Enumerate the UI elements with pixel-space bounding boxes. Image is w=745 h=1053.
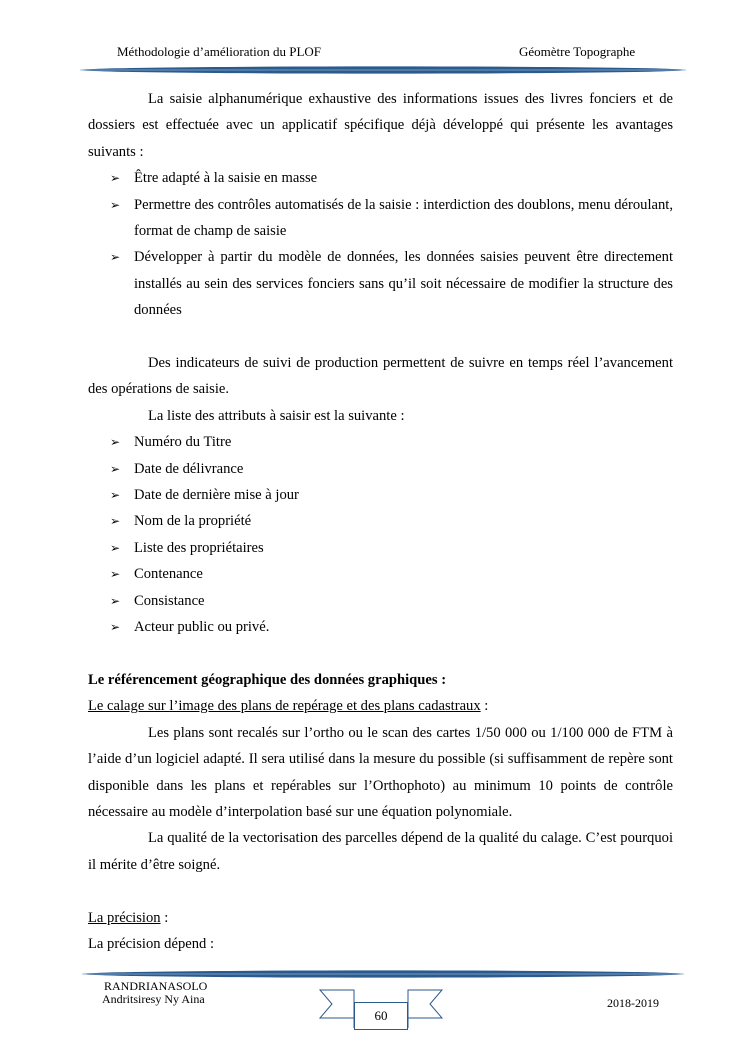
subsection-heading: Le calage sur l’image des plans de repérage et des plans cadastraux :: [88, 698, 489, 715]
footer-year: 2018-2019: [607, 996, 659, 1010]
page-number: 60: [354, 1002, 408, 1030]
arrow-bullet-icon: ➢: [110, 620, 121, 635]
list-item: ➢ Acteur public ou privé.: [88, 614, 673, 640]
list-item: ➢ Nom de la propriété: [88, 508, 673, 534]
arrow-bullet-icon: ➢: [110, 461, 121, 476]
advantages-list: [88, 165, 673, 323]
paragraph-calibration: Les plans sont recalés sur l’ortho ou le scan des cartes 1/50 000 ou 1/100 000 de FTM à l’aide d’un logiciel adapté. Il sera utilisé dans la mesure du possible (si suffisamment de repère sont disponible dans les plans et repérables sur l’Orthophoto) au minimum 10 points de contrôle nécessaire au modèle d’interpolation basé sur une équation polynomiale.: [88, 724, 673, 820]
list-item: ➢ Liste des propriétaires: [88, 535, 673, 561]
list-item: ➢ Être adapté à la saisie en masse: [88, 165, 673, 191]
arrow-bullet-icon: ➢: [110, 567, 121, 582]
arrow-bullet-icon: ➢: [110, 593, 121, 608]
arrow-bullet-icon: ➢: [110, 514, 121, 529]
header-title-right: Géomètre Topographe: [519, 44, 636, 59]
list-item: ➢ Date de dernière mise à jour: [88, 482, 673, 508]
arrow-bullet-icon: ➢: [110, 435, 121, 450]
header-rule: [0, 64, 745, 76]
arrow-bullet-icon: ➢: [110, 250, 121, 265]
paragraph-quality: La qualité de la vectorisation des parcelles dépend de la qualité du calage. C’est pourquoi il mérite d’être soigné.: [88, 830, 673, 873]
list-item: ➢ Numéro du Titre: [88, 429, 673, 455]
precision-text: La précision dépend :: [88, 935, 215, 952]
arrow-bullet-icon: ➢: [110, 540, 121, 555]
arrow-bullet-icon: ➢: [110, 197, 121, 212]
paragraph-intro: La saisie alphanumérique exhaustive des informations issues des livres fonciers et de dossiers est effectuée avec un applicatif spécifique déjà développé qui présente les avantages suivants :: [88, 91, 673, 160]
section-heading: Le référencement géographique des données graphiques :: [88, 671, 447, 688]
header-title-left: Méthodologie d’amélioration du PLOF: [117, 44, 322, 59]
paragraph-indicators: Des indicateurs de suivi de production permettent de suivre en temps réel l’avancement des opérations de saisie.: [88, 355, 673, 398]
arrow-bullet-icon: ➢: [110, 171, 121, 186]
page-content: [88, 86, 673, 957]
list-item: ➢ Consistance: [88, 588, 673, 614]
paragraph-attributes-intro: La liste des attributs à saisir est la suivante :: [148, 407, 405, 424]
list-item: ➢ Date de délivrance: [88, 456, 673, 482]
list-item: ➢ Contenance: [88, 561, 673, 587]
precision-heading: La précision :: [88, 909, 169, 926]
attributes-list: [88, 429, 673, 640]
footer-author: RANDRIANASOLO Andritsiresy Ny Aina: [102, 979, 208, 1006]
arrow-bullet-icon: ➢: [110, 488, 121, 503]
list-item: ➢ Permettre des contrôles automatisés de la saisie : interdiction des doublons, menu déroulant, format de champ de saisie: [88, 192, 673, 245]
list-item: ➢ Développer à partir du modèle de données, les données saisies peuvent être directement installés au sein des services fonciers sans qu’il soit nécessaire de modifier la structure des données: [88, 244, 673, 323]
